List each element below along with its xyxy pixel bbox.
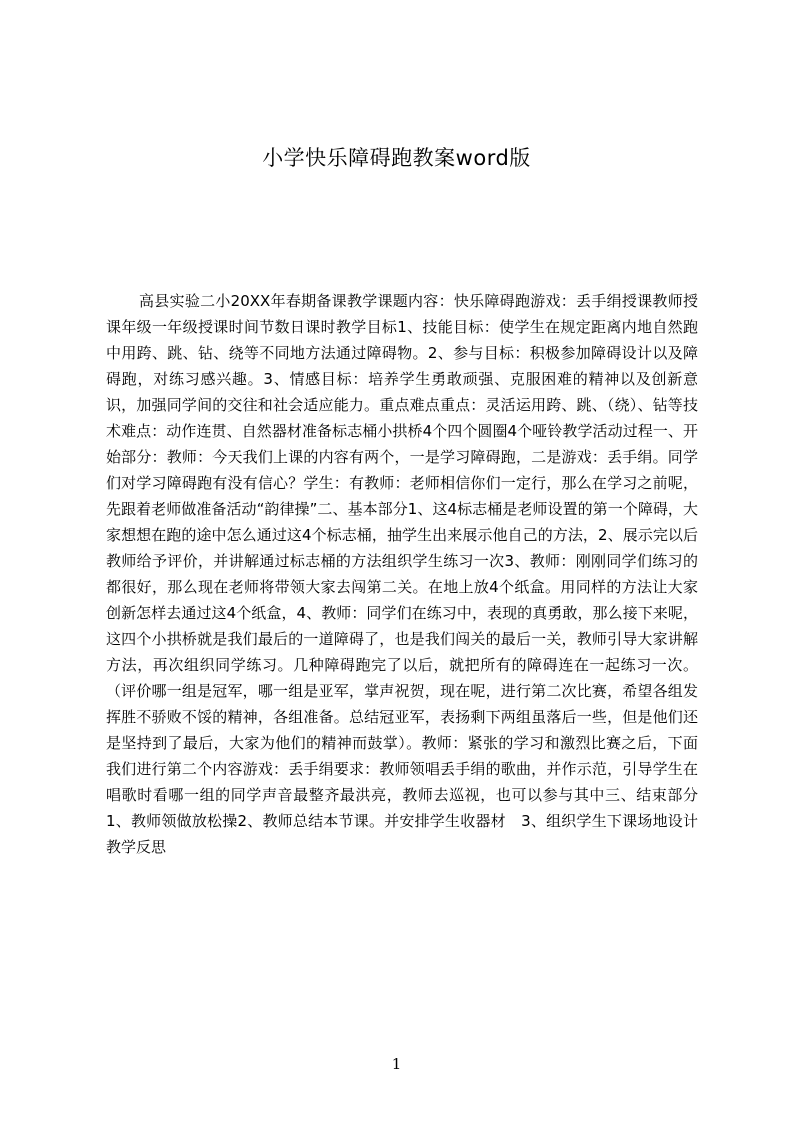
document-title: 小学快乐障碍跑教案word版	[262, 146, 531, 170]
page-number: 1	[391, 1055, 402, 1073]
document-body-paragraph: 高县实验二小20XX年春期备课教学课题内容：快乐障碍跑游戏：丢手绢授课教师授课年级一年级授课时间节数日课时教学目标1、技能目标：使学生在规定距离内地自然跑中用跨、跳、钻、绕等不同地方法通过障碍物。2、参与目标：积极参加障碍设计以及障碍跑，对练习感兴趣。3、情感目标：培养学生勇敢顽强、克服困难的精神以及创新意识，加强同学间的交往和社会适应能力。重点难点重点：灵活运用跨、跳、（绕）、钻等技术难点：动作连贯、自然器材准备标志桶小拱桥4个四个圆圈4个哑铃教学活动过程一、开始部分：教师：今天我们上课的内容有两个，一是学习障碍跑，二是游戏：丢手绢。同学们对学习障碍跑有没有信心？学生：有教师：老师相信你们一定行，那么在学习之前呢，先跟着老师做准备活动“韵律操”二、基本部分1、这4标志桶是老师设置的第一个障碍，大家想想在跑的途中怎么通过这4个标志桶，抽学生出来展示他自己的方法，2、展示完以后教师给予评价，并讲解通过标志桶的方法组织学生练习一次3、教师：刚刚同学们练习的都很好，那么现在老师将带领大家去闯第二关。在地上放4个纸盒。用同样的方法让大家创新怎样去通过这4个纸盒，4、教师：同学们在练习中，表现的真勇敢，那么接下来呢，这四个小拱桥就是我们最后的一道障碍了，也是我们闯关的最后一关，教师引导大家讲解方法，再次组织同学练习。几种障碍跑完了以后，就把所有的障碍连在一起练习一次。（评价哪一组是冠军，哪一组是亚军，掌声祝贺，现在呢，进行第二次比赛，希望各组发挥胜不骄败不馁的精神，各组准备。总结冠亚军，表扬剩下两组虽落后一些，但是他们还是坚持到了最后，大家为他们的精神而鼓掌）。教师：紧张的学习和激烈比赛之后，下面我们进行第二个内容游戏：丢手绢要求：教师领唱丢手绢的歌曲，并作示范，引导学生在唱歌时看哪一组的同学声音最整齐最洪亮，教师去巡视，也可以参与其中三、结束部分1、教师领做放松操2、教师总结本节课。并安排学生收器材 3、组织学生下课场地设计教学反思	[106, 292, 698, 856]
